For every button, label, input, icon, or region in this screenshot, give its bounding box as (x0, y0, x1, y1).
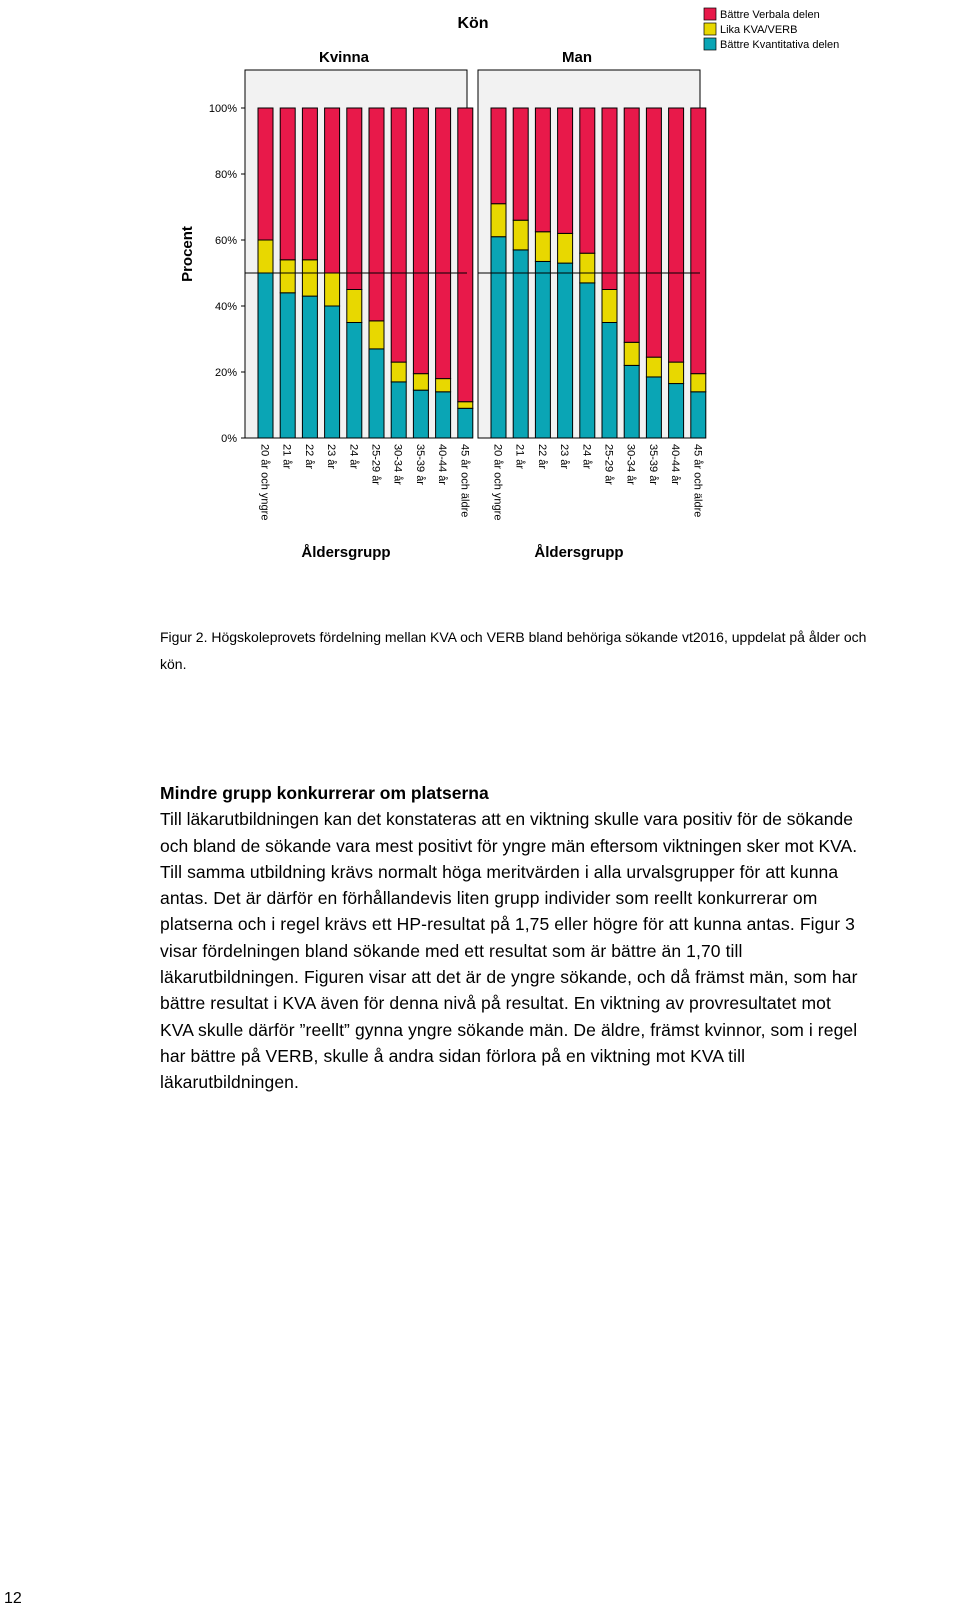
page-number: 12 (4, 1590, 22, 1607)
bar-segment (258, 108, 273, 240)
text-line: och bland de sökande vara mest positivt för yngre män eftersom viktningen sker mot KVA. (160, 835, 858, 856)
bar-segment (347, 323, 362, 439)
bar-segment (436, 392, 451, 438)
legend-swatch (704, 8, 716, 20)
bar-segment (691, 108, 706, 374)
bar-segment (369, 108, 384, 321)
bar-segment (391, 108, 406, 362)
bar-segment (691, 392, 706, 438)
text-line: har bättre på VERB, skulle å andra sidan förlora på en viktning mot KVA till (160, 1045, 746, 1066)
bar-segment (513, 108, 528, 220)
bar-segment (558, 233, 573, 263)
text-line: läkarutbildningen. Figuren visar att det är de yngre sökande, och då främst män, som har (160, 967, 858, 988)
x-tick-label: 22 år (302, 444, 315, 470)
x-tick-label: 20 år och yngre (258, 444, 271, 521)
panel-man (478, 49, 706, 561)
bar-segment (602, 290, 617, 323)
bar-segment (558, 108, 573, 233)
bar-segment (436, 108, 451, 379)
y-tick-label: 60% (214, 235, 237, 247)
text-line: bättre resultat i KVA även för denna nivå på resultat. En viktning av provresultatet mot (160, 993, 831, 1014)
legend (704, 8, 839, 51)
x-tick-label: 40-44 år (669, 444, 682, 485)
bar-segment (491, 204, 506, 237)
text-line: Till läkarutbildningen kan det konstateras att en viktning skulle vara positiv för de sökande (160, 809, 853, 830)
bar-segment (513, 250, 528, 438)
bar-segment (624, 342, 639, 365)
x-tick-label: 45 år och äldre (458, 444, 471, 518)
bar-segment (535, 232, 550, 262)
bar-segment (258, 240, 273, 273)
x-tick-label: 30-34 år (624, 444, 637, 485)
bar-segment (325, 273, 340, 306)
bar-segment (458, 408, 473, 438)
bar-segment (413, 108, 428, 374)
bar-segment (580, 253, 595, 283)
paragraph-1 (160, 806, 950, 859)
x-tick-label: 24 år (347, 444, 360, 470)
bar-segment (391, 382, 406, 438)
figure-caption (160, 624, 950, 678)
bar-segment (646, 377, 661, 438)
bar-segment (347, 290, 362, 323)
text-line: läkarutbildningen. (160, 1072, 299, 1093)
legend-label: Bättre Kvantitativa delen (720, 39, 840, 51)
x-tick-label: 30-34 år (391, 444, 404, 485)
bar-segment (669, 384, 684, 438)
y-tick-label: 100% (208, 103, 237, 115)
caption-line: kön. (160, 656, 187, 672)
bar-segment (491, 108, 506, 204)
bar-segment (646, 357, 661, 377)
bar-segment (369, 349, 384, 438)
bar-segment (413, 374, 428, 391)
bar-segment (302, 296, 317, 438)
bar-segment (513, 220, 528, 250)
bar-segment (458, 402, 473, 409)
bar-segment (458, 108, 473, 402)
bar-segment (602, 108, 617, 290)
chart-title: Kön (457, 15, 489, 32)
y-tick-label: 40% (214, 301, 237, 313)
bar-segment (325, 306, 340, 438)
x-tick-label: 23 år (558, 444, 571, 470)
bar-segment (691, 374, 706, 392)
panel-kvinna (245, 49, 473, 561)
bar-segment (325, 108, 340, 273)
x-axis-label: Åldersgrupp (534, 544, 624, 561)
x-tick-label: 35-39 år (413, 444, 426, 485)
x-tick-label: 45 år och äldre (691, 444, 704, 518)
bar-segment (580, 283, 595, 438)
legend-swatch (704, 38, 716, 50)
bar-segment (302, 108, 317, 260)
legend-label: Bättre Verbala delen (720, 9, 820, 21)
x-tick-label: 20 år och yngre (491, 444, 504, 521)
x-tick-label: 21 år (280, 444, 293, 470)
text-line: Till samma utbildning krävs normalt höga meritvärden i alla urvalsgrupper för att kunna (160, 861, 839, 882)
panel-title: Man (562, 49, 592, 66)
x-tick-label: 24 år (580, 444, 593, 470)
bar-segment (535, 108, 550, 232)
bar-segment (646, 108, 661, 357)
text-line: antas. Det är därför en förhållandevis liten grupp individer som reellt konkurrerar om (160, 888, 818, 909)
body-section (160, 780, 950, 1096)
bar-segment (302, 260, 317, 296)
bar-segment (413, 390, 428, 438)
y-axis-label: Procent (179, 226, 196, 282)
bar-segment (436, 379, 451, 392)
text-line: visar fördelningen bland sökande med ett resultat som är bättre än 1,70 till (160, 940, 743, 961)
bar-segment (347, 108, 362, 290)
stacked-bar-chart (0, 0, 960, 580)
text-line: platserna och i regel krävs ett HP-resultat på 1,75 eller högre för att kunna antas. Figur 3 (160, 914, 855, 935)
bar-segment (669, 362, 684, 383)
bar-segment (558, 263, 573, 438)
bar-segment (258, 273, 273, 438)
bar-segment (580, 108, 595, 253)
bar-segment (280, 108, 295, 260)
bar-segment (280, 293, 295, 438)
legend-label: Lika KVA/VERB (720, 24, 798, 36)
panel-title: Kvinna (318, 49, 370, 66)
bar-segment (535, 261, 550, 438)
bar-segment (669, 108, 684, 362)
bar-segment (369, 321, 384, 349)
bar-segment (391, 362, 406, 382)
y-axis-ticks (209, 103, 245, 445)
paragraph-2 (160, 859, 950, 1096)
x-tick-label: 22 år (535, 444, 548, 470)
text-line: KVA skulle därför ”reellt” gynna yngre sökande män. De äldre, främst kvinnor, som i regel (160, 1019, 858, 1040)
caption-line: Figur 2. Högskoleprovets fördelning mellan KVA och VERB bland behöriga sökande vt2016, uppdelat på ålder och (160, 629, 867, 645)
x-tick-label: 40-44 år (436, 444, 449, 485)
bar-segment (280, 260, 295, 293)
x-tick-label: 23 år (325, 444, 338, 470)
chart-panels (245, 49, 706, 561)
x-tick-label: 25-29 år (602, 444, 615, 485)
y-tick-label: 20% (214, 367, 237, 379)
x-tick-label: 35-39 år (646, 444, 659, 485)
bar-segment (624, 108, 639, 342)
legend-swatch (704, 23, 716, 35)
bar-segment (491, 237, 506, 438)
x-tick-label: 25-29 år (369, 444, 382, 485)
section-heading: Mindre grupp konkurrerar om platserna (160, 783, 489, 803)
bar-segment (624, 365, 639, 438)
x-tick-label: 21 år (513, 444, 526, 470)
x-axis-label: Åldersgrupp (301, 544, 391, 561)
bar-segment (602, 323, 617, 439)
y-tick-label: 80% (214, 169, 237, 181)
y-tick-label: 0% (221, 433, 237, 445)
